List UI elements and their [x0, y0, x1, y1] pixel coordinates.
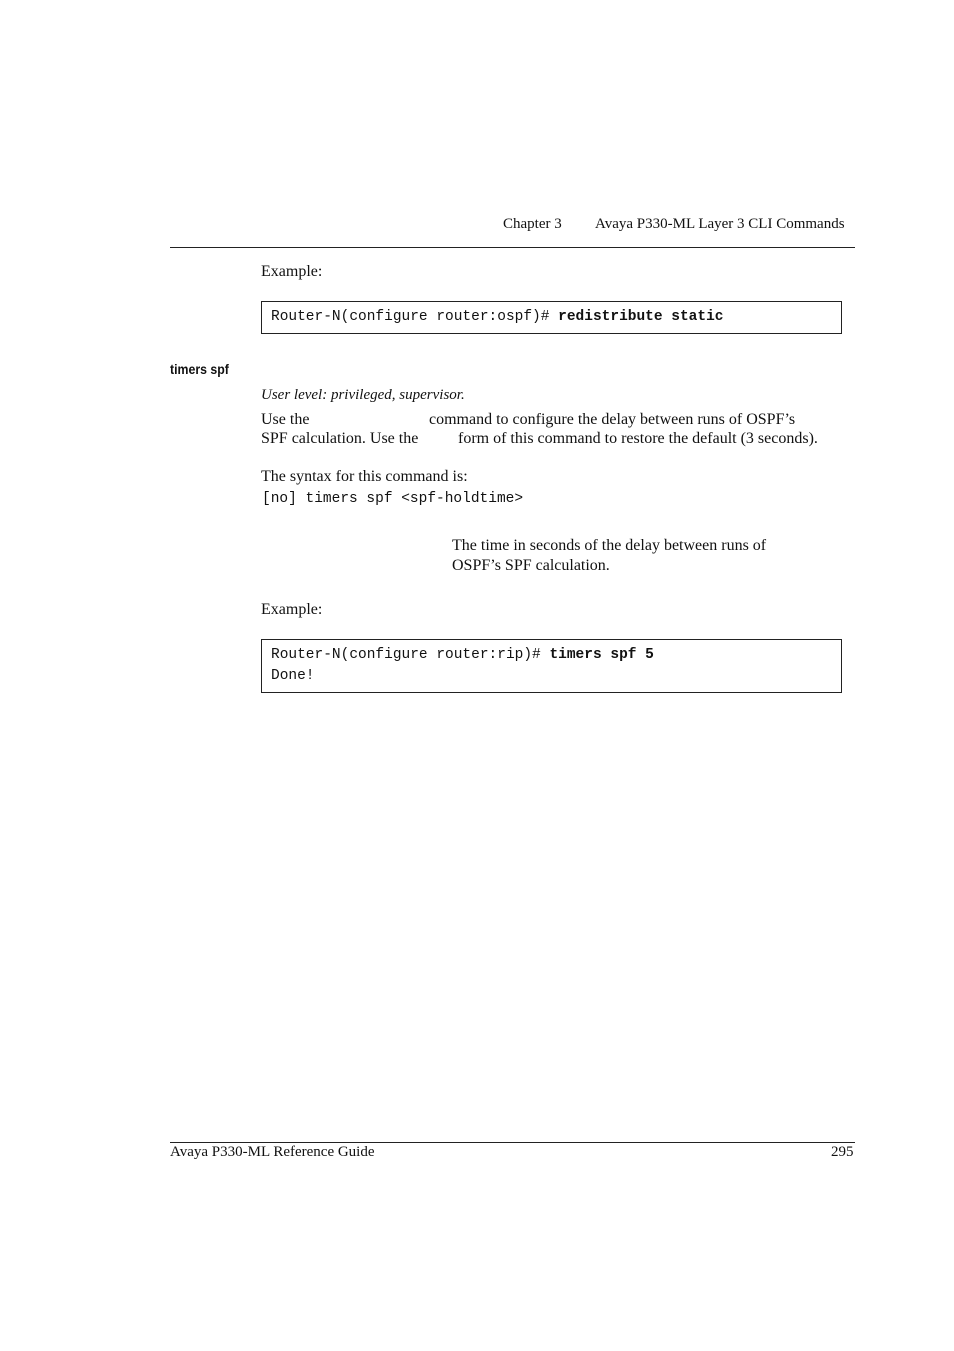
code-example-ospf	[261, 301, 842, 334]
header-rule	[170, 247, 855, 248]
syntax-line: [no] timers spf <spf-holdtime>	[262, 491, 524, 507]
footer-guide-title: Avaya P330-ML Reference Guide	[170, 1144, 375, 1160]
header-title: Avaya P330-ML Layer 3 CLI Commands	[595, 216, 845, 232]
example-label: Example:	[261, 263, 323, 280]
example-label: Example:	[261, 601, 323, 618]
paragraph-line2b: form of this command to restore the default (3 seconds).	[458, 430, 818, 447]
code-command: redistribute static	[558, 309, 724, 325]
page-number: 295	[831, 1144, 854, 1160]
paragraph-line2a: SPF calculation. Use the	[261, 430, 419, 447]
code-prompt: Router-N(configure router:ospf)#	[271, 309, 559, 325]
paragraph-line1b: command to configure the delay between runs of OSPF’s	[429, 411, 796, 428]
paragraph-line1a: Use the	[261, 411, 310, 428]
code-output: Done!	[271, 668, 315, 684]
user-level: User level: privileged, supervisor.	[261, 387, 465, 403]
code-prompt: Router-N(configure router:rip)#	[271, 647, 550, 663]
code-example-timers	[261, 639, 842, 693]
param-description-line1: The time in seconds of the delay between runs of	[452, 537, 767, 554]
code-command: timers spf 5	[549, 647, 654, 663]
syntax-intro: The syntax for this command is:	[261, 468, 468, 485]
header-chapter: Chapter 3	[503, 216, 562, 232]
section-heading: timers spf	[170, 361, 229, 377]
footer-rule	[170, 1142, 855, 1143]
param-description-line2: OSPF’s SPF calculation.	[452, 557, 610, 574]
